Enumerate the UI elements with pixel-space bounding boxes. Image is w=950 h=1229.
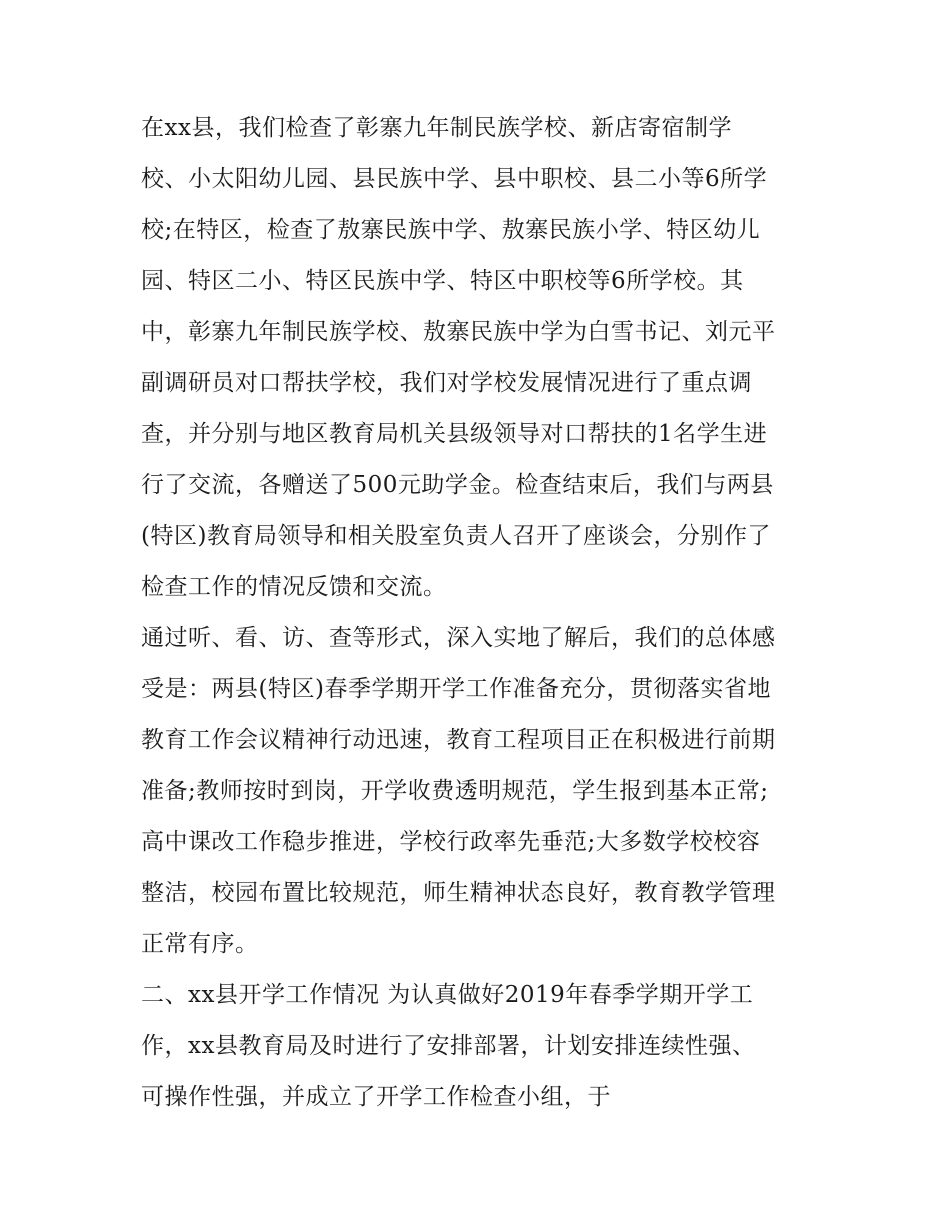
document-body (141, 103, 821, 1123)
text-line: 高中课改工作稳步推进，学校行政率先垂范;大多数学校校容 (141, 829, 761, 855)
text-line: (特区)教育局领导和相关股室负责人召开了座谈会，分别作了 (141, 523, 771, 549)
text-line: 教育工作会议精神行动迅速，教育工程项目正在积极进行前期 (141, 727, 776, 753)
paragraph-3 (141, 970, 821, 1123)
text-line: 园、特区二小、特区民族中学、特区中职校等6所学校。其 (141, 268, 744, 294)
text-line: 受是：两县(特区)春季学期开学工作准备充分，贯彻落实省地 (141, 676, 771, 702)
text-line: 二、xx县开学工作情况 为认真做好2019年春季学期开学工 (141, 982, 754, 1008)
text-line: 在xx县，我们检查了彰寨九年制民族学校、新店寄宿制学 (141, 115, 732, 141)
text-line: 可操作性强，并成立了开学工作检查小组，于 (141, 1084, 611, 1110)
paragraph-1 (141, 103, 821, 613)
text-line: 作，xx县教育局及时进行了安排部署，计划安排连续性强、 (141, 1033, 756, 1059)
text-line: 副调研员对口帮扶学校，我们对学校发展情况进行了重点调 (141, 370, 752, 396)
text-line: 整洁，校园布置比较规范，师生精神状态良好，教育教学管理 (141, 880, 776, 906)
text-line: 检查工作的情况反馈和交流。 (141, 574, 447, 600)
text-line: 校;在特区，检查了敖寨民族中学、敖寨民族小学、特区幼儿 (141, 217, 761, 243)
paragraph-2 (141, 613, 821, 970)
text-line: 校、小太阳幼儿园、县民族中学、县中职校、县二小等6所学 (141, 166, 768, 192)
text-line: 行了交流，各赠送了500元助学金。检查结束后，我们与两县 (141, 472, 774, 498)
text-line: 正常有序。 (141, 931, 259, 957)
text-line: 通过听、看、访、查等形式，深入实地了解后，我们的总体感 (141, 625, 776, 651)
text-line: 准备;教师按时到岗，开学收费透明规范，学生报到基本正常; (141, 778, 769, 804)
text-line: 查，并分别与地区教育局机关县级领导对口帮扶的1名学生进 (141, 421, 768, 447)
text-line: 中，彰寨九年制民族学校、敖寨民族中学为白雪书记、刘元平 (141, 319, 776, 345)
